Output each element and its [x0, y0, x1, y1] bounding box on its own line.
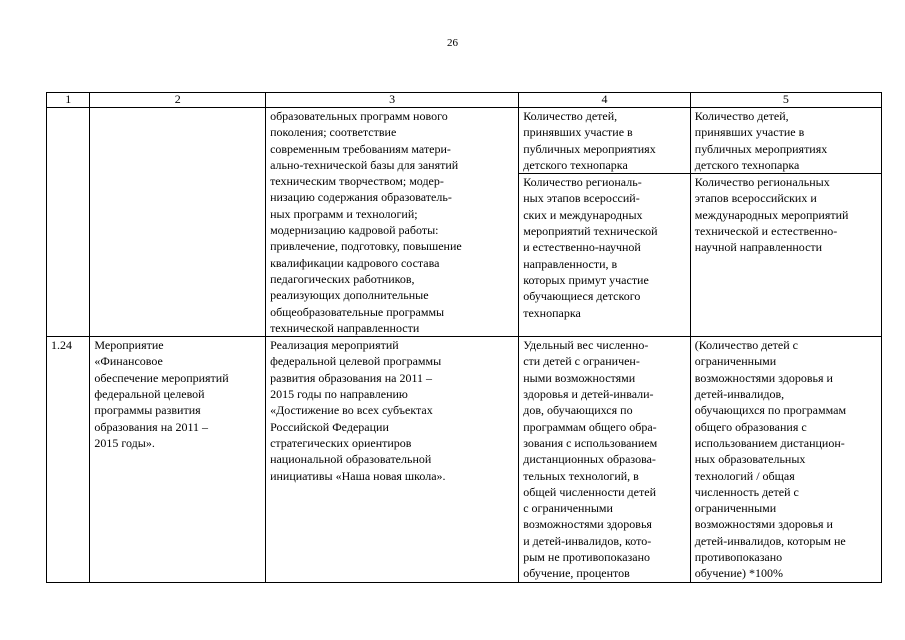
- text-line: обучение, процентов: [523, 566, 630, 581]
- row2-method-text: [695, 337, 877, 581]
- text-line: Количество региональных: [694, 175, 830, 190]
- text-line: общей численности детей: [523, 484, 656, 499]
- row1-event-cell: [90, 108, 266, 337]
- text-line: и естественно-научной: [523, 240, 641, 255]
- text-line: мероприятий технической: [523, 224, 658, 239]
- text-line: общего образования с: [694, 419, 807, 434]
- row1-description-text: [270, 108, 514, 336]
- header-cell-4: 4: [519, 93, 691, 108]
- text-line: общеобразовательные программы: [270, 304, 445, 319]
- text-line: квалификации кадрового состава: [270, 255, 440, 270]
- row1-indicator-cell: [519, 108, 691, 337]
- text-line: принявших участие в: [694, 125, 805, 140]
- text-line: Мероприятие: [94, 338, 164, 353]
- row2-event-text: [94, 337, 261, 451]
- text-line: дистанционных образова-: [523, 452, 656, 467]
- text-line: обучение) *100%: [694, 566, 783, 581]
- row2-number-cell: 1.24: [47, 337, 90, 582]
- method-regional-stages: [691, 173, 881, 255]
- text-line: привлечение, подготовку, повышение: [270, 239, 462, 254]
- text-line: (Количество детей с: [694, 338, 798, 353]
- text-line: развития образования на 2011 –: [270, 370, 433, 385]
- text-line: ограниченными: [694, 501, 777, 516]
- text-line: детского технопарка: [523, 157, 628, 172]
- text-line: стратегических ориентиров: [270, 435, 412, 450]
- text-line: поколения; соответствие: [270, 125, 397, 140]
- row2-indicator-text: [523, 337, 686, 581]
- row2-event-cell: [90, 337, 266, 582]
- table-header-row: [47, 93, 882, 108]
- text-line: ских и международных: [523, 207, 643, 222]
- text-line: ных программ и технологий;: [270, 206, 418, 221]
- row2-indicator-cell: [519, 337, 691, 582]
- text-line: «Финансовое: [94, 354, 163, 369]
- header-cell-1: 1: [47, 93, 90, 108]
- text-line: возможностями здоровья: [523, 517, 652, 532]
- text-line: детей-инвалидов,: [694, 387, 785, 402]
- header-cell-5: 5: [690, 93, 881, 108]
- text-line: здоровья и детей-инвали-: [523, 387, 654, 402]
- text-line: использованием дистанцион-: [694, 435, 845, 450]
- text-line: федеральной целевой: [94, 387, 205, 402]
- text-line: 2015 годы по направлению: [270, 387, 408, 402]
- text-line: технопарка: [523, 305, 581, 320]
- row1-number-cell: [47, 108, 90, 337]
- text-line: дов, обучающихся по: [523, 403, 633, 418]
- text-line: федеральной целевой программы: [270, 354, 442, 369]
- text-line: инициативы «Наша новая школа».: [270, 468, 446, 483]
- text-line: тельных технологий, в: [523, 468, 639, 483]
- row2-method-cell: [690, 337, 881, 582]
- row1-description-cell: [266, 108, 519, 337]
- text-line: публичных мероприятиях: [523, 141, 656, 156]
- text-line: рым не противопоказано: [523, 550, 651, 565]
- text-line: обеспечение мероприятий: [94, 370, 229, 385]
- text-line: детей-инвалидов, которым не: [694, 533, 846, 548]
- text-line: обучающихся по программам: [694, 403, 847, 418]
- text-line: ными возможностями: [523, 370, 636, 385]
- text-line: обучающиеся детского: [523, 289, 641, 304]
- text-line: реализующих дополнительные: [270, 288, 429, 303]
- text-line: образования на 2011 –: [94, 419, 208, 434]
- text-line: программы развития: [94, 403, 201, 418]
- text-line: возможностями здоровья и: [694, 370, 833, 385]
- text-line: технологий / общая: [694, 468, 795, 483]
- text-line: технической направленности: [270, 320, 420, 335]
- text-line: возможностями здоровья и: [694, 517, 833, 532]
- text-line: Удельный вес численно-: [523, 338, 649, 353]
- text-line: детского технопарка: [694, 157, 800, 172]
- text-line: Российской Федерации: [270, 419, 389, 434]
- row2-description-text: [270, 337, 514, 484]
- indicator-regional-stages: [519, 173, 690, 321]
- text-line: ограниченными: [694, 354, 777, 369]
- document-table: [46, 92, 882, 583]
- table-row: [47, 108, 882, 337]
- row2-description-cell: [266, 337, 519, 582]
- page-number: 26: [447, 37, 458, 49]
- row1-method-cell: [690, 108, 881, 337]
- table-row: [47, 337, 882, 582]
- indicator-participants: [519, 108, 690, 173]
- text-line: направленности, в: [523, 256, 618, 271]
- method-participants: [691, 108, 881, 173]
- text-line: техническим творчеством; модер-: [270, 174, 444, 189]
- text-line: «Достижение во всех субъектах: [270, 403, 433, 418]
- text-line: национальной образовательной: [270, 452, 432, 467]
- text-line: модернизацию кадровой работы:: [270, 223, 439, 238]
- text-line: программам общего обра-: [523, 419, 657, 434]
- text-line: ных образовательных: [694, 452, 806, 467]
- text-line: принявших участие в: [523, 125, 633, 140]
- text-line: Количество детей,: [694, 109, 789, 123]
- text-line: низацию содержания образователь-: [270, 190, 452, 205]
- text-line: научной направленности: [694, 240, 823, 255]
- text-line: которых примут участие: [523, 272, 649, 287]
- header-cell-2: 2: [90, 93, 266, 108]
- text-line: ных этапов всероссий-: [523, 191, 640, 206]
- text-line: противопоказано: [694, 550, 783, 565]
- text-line: международных мероприятий: [694, 207, 849, 222]
- text-line: и детей-инвалидов, кото-: [523, 533, 652, 548]
- text-line: образовательных программ нового: [270, 109, 448, 123]
- text-line: Количество детей,: [523, 109, 618, 123]
- text-line: численность детей с: [694, 484, 799, 499]
- text-line: педагогических работников,: [270, 271, 415, 286]
- text-line: 2015 годы».: [94, 435, 155, 450]
- text-line: с ограниченными: [523, 501, 613, 516]
- text-line: этапов всероссийских и: [694, 191, 817, 206]
- header-cell-3: 3: [266, 93, 519, 108]
- text-line: Количество региональ-: [523, 175, 642, 190]
- text-line: Реализация мероприятий: [270, 338, 399, 353]
- text-line: ально-технической базы для занятий: [270, 157, 459, 172]
- text-line: современным требованиям матери-: [270, 141, 451, 156]
- text-line: сти детей с ограничен-: [523, 354, 640, 369]
- text-line: публичных мероприятиях: [694, 141, 828, 156]
- text-line: зования с использованием: [523, 435, 658, 450]
- text-line: технической и естественно-: [694, 224, 838, 239]
